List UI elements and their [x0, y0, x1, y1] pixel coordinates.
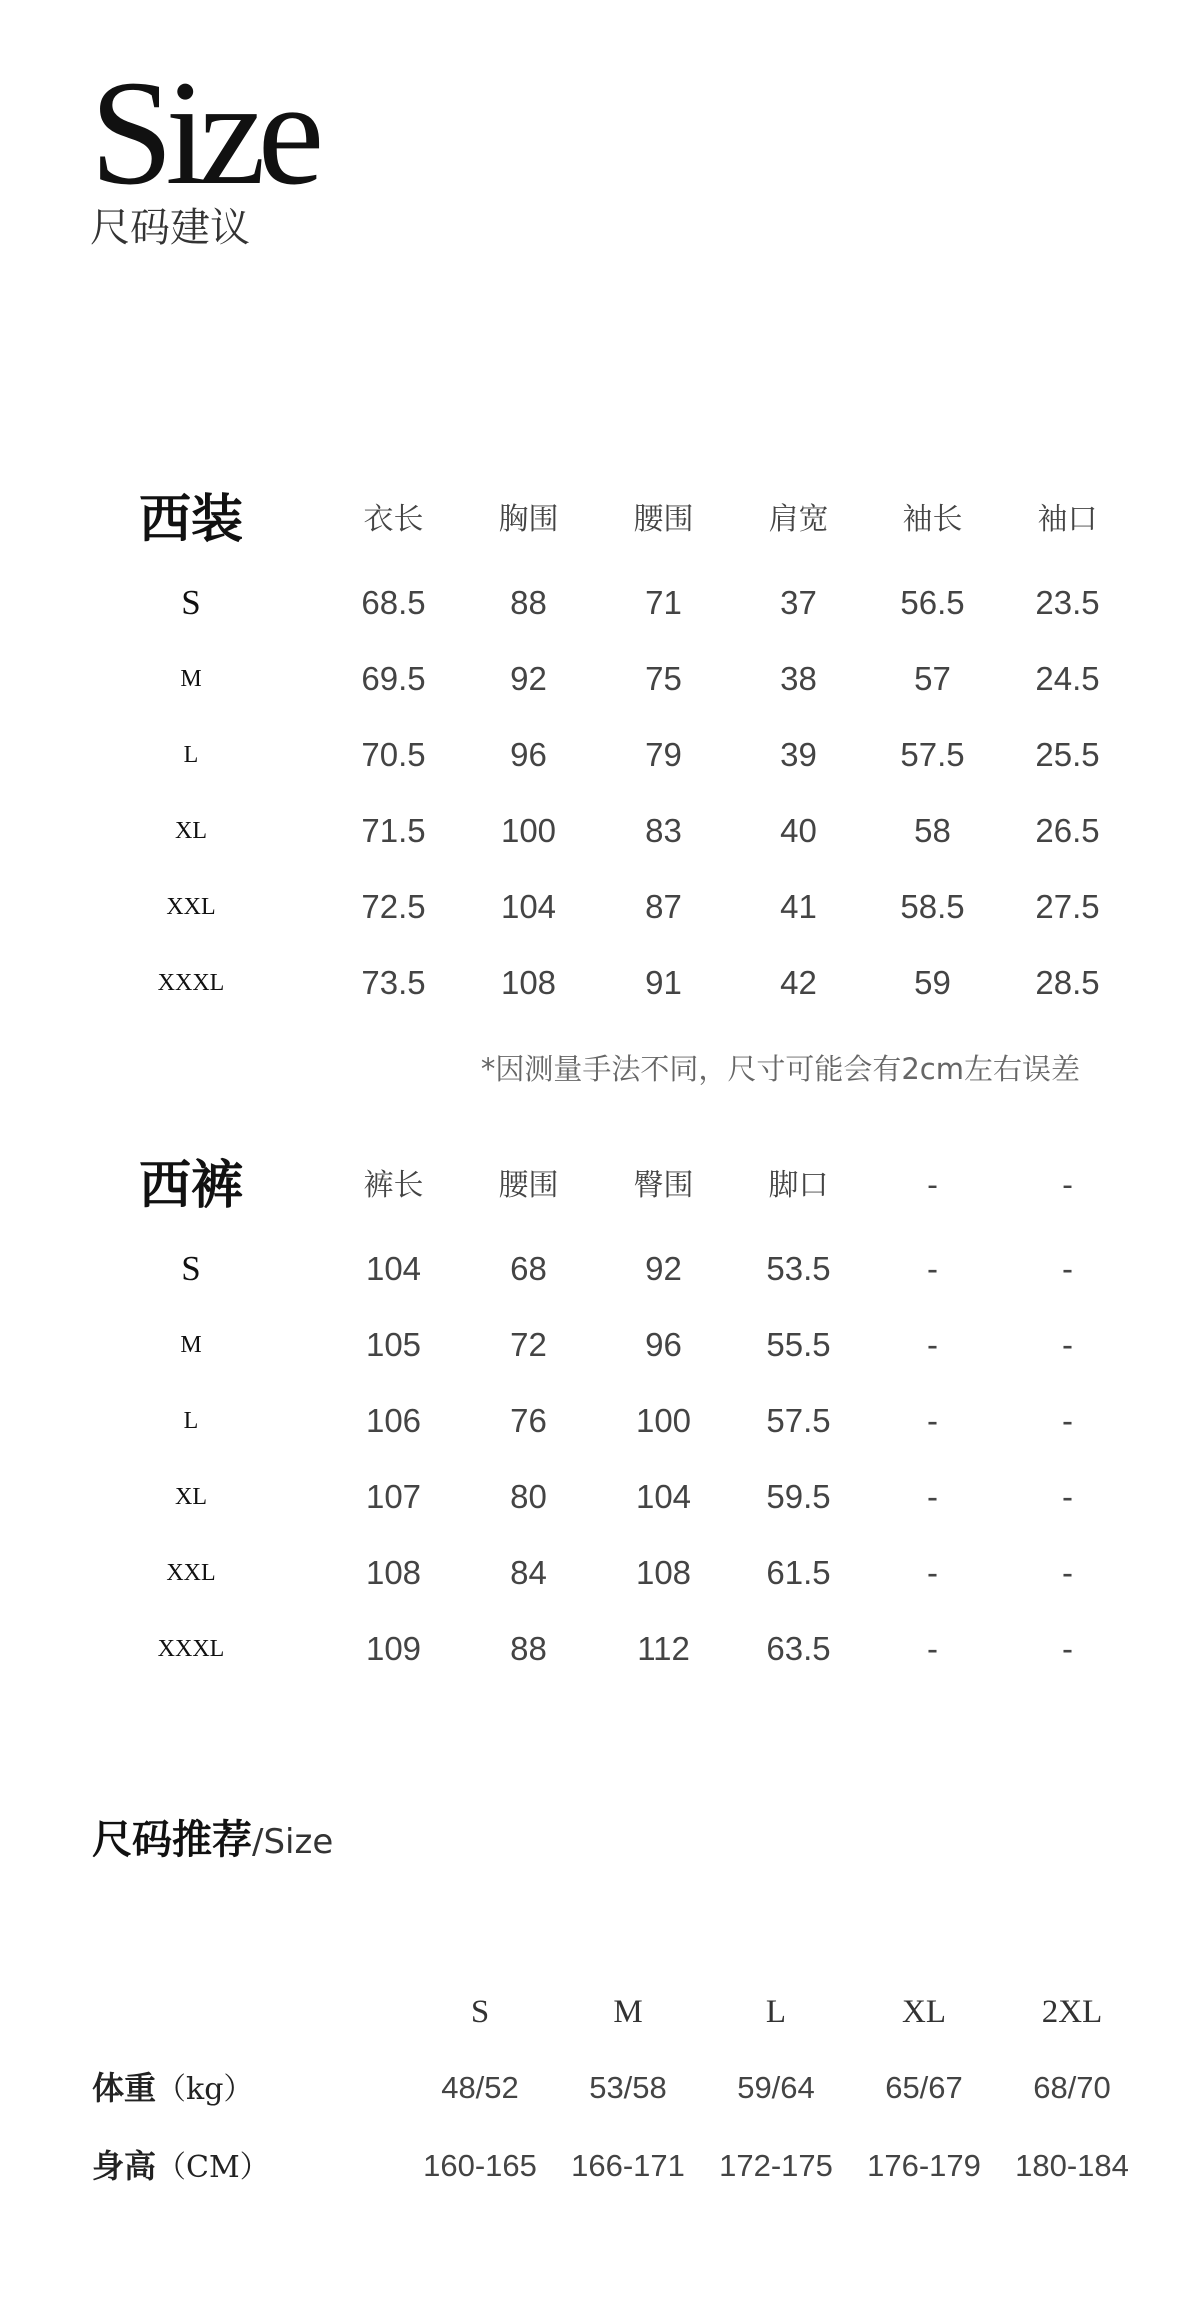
suit-table-header	[0, 490, 1200, 550]
table-cell: 104	[365, 1250, 422, 1287]
recommendation-title	[92, 1808, 333, 1865]
table-cell: -	[927, 1250, 938, 1287]
table-cell: 87	[645, 888, 682, 925]
table-cell: 28.5	[1035, 964, 1100, 1001]
size-label: L	[183, 1408, 199, 1434]
table-cell: 96	[510, 736, 547, 773]
table-cell: 112	[637, 1630, 690, 1667]
size-column-header: S	[470, 1994, 490, 2030]
table-cell: 92	[645, 1250, 682, 1287]
table-cell: 71.5	[361, 812, 426, 849]
table-cell: -	[927, 1402, 938, 1439]
table-cell: 106	[365, 1402, 422, 1439]
table-cell: 91	[645, 964, 682, 1001]
height-value: 172-175	[719, 2148, 833, 2183]
table-row	[0, 1543, 1200, 1603]
column-header: -	[927, 1168, 938, 1203]
table-cell: 83	[645, 812, 682, 849]
size-label: XXL	[166, 894, 216, 920]
table-cell: 92	[510, 660, 547, 697]
table-cell: 108	[500, 964, 557, 1001]
table-cell: 73.5	[361, 964, 426, 1001]
weight-value: 48/52	[441, 2070, 519, 2105]
table-cell: 100	[635, 1402, 692, 1439]
table-cell: 59	[914, 964, 951, 1001]
table-row	[0, 1391, 1200, 1451]
table-cell: 109	[365, 1630, 422, 1667]
height-value: 166-171	[571, 2148, 685, 2183]
table-cell: 55.5	[766, 1326, 831, 1363]
column-header: 袖长	[902, 502, 963, 537]
table-cell: 57.5	[766, 1402, 831, 1439]
weight-label	[92, 2058, 253, 2120]
size-label: XL	[175, 818, 207, 844]
height-label	[92, 2136, 270, 2198]
table-cell: -	[1062, 1250, 1073, 1287]
table-cell: -	[927, 1554, 938, 1591]
size-label: S	[181, 583, 201, 622]
table-row	[0, 1315, 1200, 1375]
column-header: -	[1062, 1168, 1073, 1203]
table-cell: 76	[510, 1402, 547, 1439]
table-cell: -	[1062, 1630, 1073, 1667]
table-cell: 72.5	[361, 888, 426, 925]
weight-unit: （kg）	[156, 2072, 254, 2107]
table-cell: -	[1062, 1554, 1073, 1591]
table-cell: 107	[365, 1478, 422, 1515]
table-cell: 57	[914, 660, 951, 697]
recommendation-title-en: /Size	[252, 1822, 334, 1862]
height-row	[0, 2136, 1200, 2196]
size-label: XXL	[166, 1560, 216, 1586]
table-cell: 59.5	[766, 1478, 831, 1515]
column-header: 袖口	[1037, 502, 1098, 537]
table-cell: -	[1062, 1326, 1073, 1363]
table-row	[0, 801, 1200, 861]
size-label: S	[181, 1249, 201, 1288]
table-row	[0, 877, 1200, 937]
table-cell: 27.5	[1035, 888, 1100, 925]
table-cell: 88	[510, 1630, 547, 1667]
height-value: 176-179	[867, 2148, 981, 2183]
table-row	[0, 1619, 1200, 1679]
table-cell: 56.5	[900, 584, 965, 621]
table-cell: -	[1062, 1478, 1073, 1515]
table-row	[0, 1467, 1200, 1527]
size-column-header: XL	[902, 1994, 946, 2030]
table-cell: 26.5	[1035, 812, 1100, 849]
table-cell: 53.5	[766, 1250, 831, 1287]
table-cell: 61.5	[766, 1554, 831, 1591]
table-cell: 23.5	[1035, 584, 1100, 621]
height-value: 160-165	[423, 2148, 537, 2183]
table-cell: 40	[780, 812, 817, 849]
table-row	[0, 1239, 1200, 1299]
table-cell: 57.5	[900, 736, 965, 773]
recommendation-title-cn: 尺码推荐	[92, 1816, 252, 1863]
table-cell: 42	[780, 964, 817, 1001]
table-cell: 104	[500, 888, 557, 925]
table-cell: 58.5	[900, 888, 965, 925]
table-cell: 105	[365, 1326, 422, 1363]
table-cell: 100	[500, 812, 557, 849]
measurement-note: *因测量手法不同，尺寸可能会有2cm左右误差	[480, 1052, 1080, 1086]
size-column-header: L	[765, 1994, 787, 2030]
table-cell: -	[1062, 1402, 1073, 1439]
suit-table-name: 西装	[138, 489, 243, 550]
table-cell: 68	[510, 1250, 547, 1287]
column-header: 腰围	[633, 502, 694, 537]
table-cell: 108	[635, 1554, 692, 1591]
table-row	[0, 725, 1200, 785]
page-subtitle: 尺码建议	[90, 205, 250, 251]
table-cell: 71	[645, 584, 682, 621]
table-cell: -	[927, 1326, 938, 1363]
size-label: L	[183, 742, 199, 768]
table-cell: 24.5	[1035, 660, 1100, 697]
table-cell: 108	[365, 1554, 422, 1591]
table-cell: 38	[780, 660, 817, 697]
table-cell: 70.5	[361, 736, 426, 773]
table-cell: 69.5	[361, 660, 426, 697]
table-cell: 41	[780, 888, 817, 925]
column-header: 脚口	[768, 1168, 829, 1203]
size-column-header: M	[613, 1994, 643, 2030]
table-cell: 84	[510, 1554, 547, 1591]
table-cell: 80	[510, 1478, 547, 1515]
pants-table-header	[0, 1156, 1200, 1216]
table-row	[0, 649, 1200, 709]
column-header: 裤长	[363, 1168, 424, 1203]
table-cell: 37	[780, 584, 817, 621]
column-header: 腰围	[498, 1168, 559, 1203]
size-label: XXXL	[157, 970, 225, 996]
table-row	[0, 953, 1200, 1013]
table-cell: 25.5	[1035, 736, 1100, 773]
height-label-text: 身高	[92, 2147, 157, 2185]
weight-label-text: 体重	[92, 2069, 157, 2107]
weight-value: 53/58	[589, 2070, 667, 2105]
weight-row	[0, 2058, 1200, 2118]
column-header: 臀围	[633, 1168, 694, 1203]
column-header: 胸围	[498, 502, 559, 537]
table-row	[0, 573, 1200, 633]
column-header: 肩宽	[768, 502, 829, 537]
height-value: 180-184	[1015, 2148, 1129, 2183]
size-column-header: 2XL	[1041, 1994, 1103, 2030]
column-header: 衣长	[363, 502, 424, 537]
table-cell: 68.5	[361, 584, 426, 621]
table-cell: 75	[645, 660, 682, 697]
table-cell: 88	[510, 584, 547, 621]
weight-value: 59/64	[737, 2070, 815, 2105]
size-label: XL	[175, 1484, 207, 1510]
table-cell: 39	[780, 736, 817, 773]
table-cell: -	[927, 1478, 938, 1515]
size-label: XXXL	[157, 1636, 225, 1662]
pants-table-name: 西裤	[138, 1155, 243, 1216]
size-label: M	[180, 666, 202, 692]
table-cell: 79	[645, 736, 682, 773]
table-cell: 104	[635, 1478, 692, 1515]
page-title: Size	[90, 50, 317, 216]
table-cell: -	[927, 1630, 938, 1667]
height-unit: （CM）	[156, 2150, 270, 2185]
weight-value: 68/70	[1033, 2070, 1111, 2105]
size-label: M	[180, 1332, 202, 1358]
weight-value: 65/67	[885, 2070, 963, 2105]
table-cell: 72	[510, 1326, 547, 1363]
table-cell: 58	[914, 812, 951, 849]
recommendation-size-header	[0, 1982, 1200, 2042]
table-cell: 63.5	[766, 1630, 831, 1667]
table-cell: 96	[645, 1326, 682, 1363]
